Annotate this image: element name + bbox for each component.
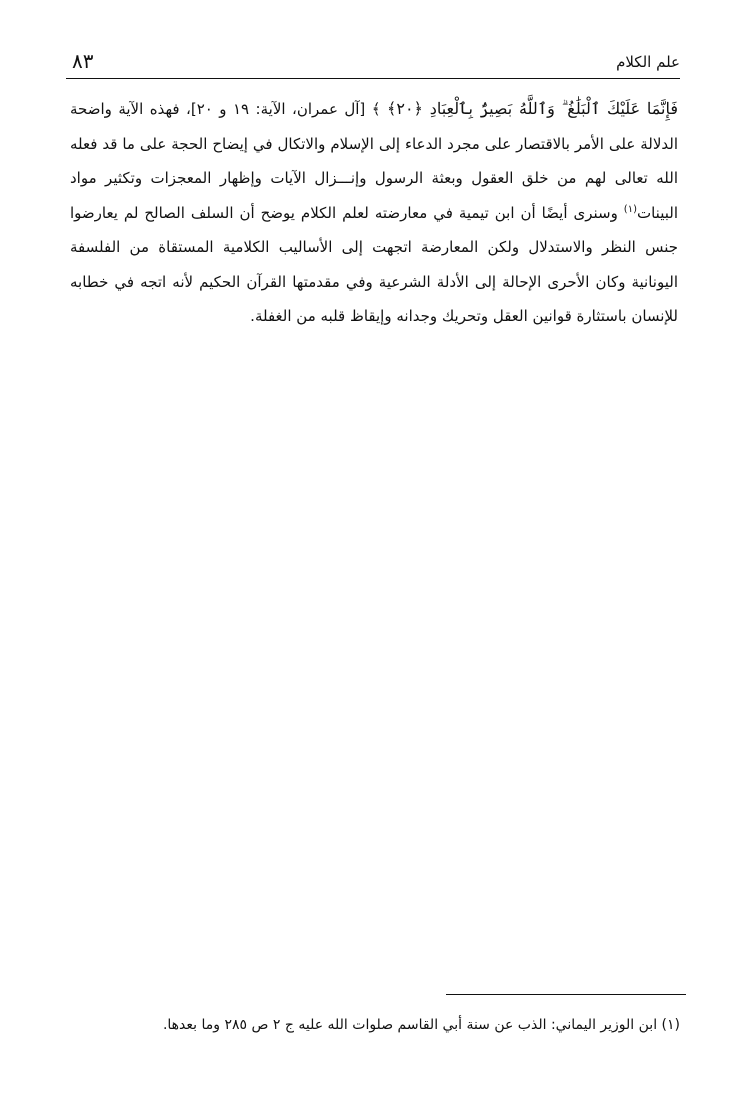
- quran-verse: فَإِنَّمَا عَلَيْكَ ٱلْبَلَٰغُ ۗ وَٱللَّهُ بَصِيرٌۢ بِٱلْعِبَادِ ﴿٢٠﴾: [386, 99, 678, 118]
- page-number: ٨٣: [72, 49, 94, 73]
- body-text-part1: ، فهذه الآية واضحة الدلالة على الأمر بالاقتصار على مجرد الدعاء إلى الإسلام والاتكال في إيضاح الحجة على ما قد فعله الله تعالى لهم من خلق العقول وبعثة الرسول وإنـــزال الآيات وإظهار المعجزات وتكثير مواد البينات: [70, 100, 678, 222]
- running-header: [66, 50, 680, 79]
- verse-citation: [آل عمران، الآية: ١٩ و ٢٠]: [190, 100, 366, 118]
- verse-bracket: ﴾: [371, 100, 381, 118]
- footnote-reference[interactable]: (١): [623, 203, 637, 215]
- footnote-separator: [446, 994, 686, 995]
- footnote-1: (١) ابن الوزير اليماني: الذب عن سنة أبي القاسم صلوات الله عليه ج ٢ ص ٢٨٥ وما بعدها.: [162, 1017, 680, 1033]
- body-paragraph: [70, 92, 678, 334]
- running-title: علم الكلام: [616, 53, 680, 71]
- body-text-part2: وسنرى أيضًا أن ابن تيمية في معارضته لعلم الكلام يوضح أن السلف الصالح لم يعارضوا جنس النظر والاستدلال ولكن المعارضة اتجهت إلى الأساليب الكلامية المستقاة من الفلسفة اليونانية وكان الأحرى الإحالة إلى الأدلة الشرعية وفي مقدمتها القرآن الحكيم لأنه اتجه في خطابه للإنسان باستثارة قوانين العقل وتحريك وجدانه وإيقاظ قلبه من الغفلة.: [70, 203, 678, 325]
